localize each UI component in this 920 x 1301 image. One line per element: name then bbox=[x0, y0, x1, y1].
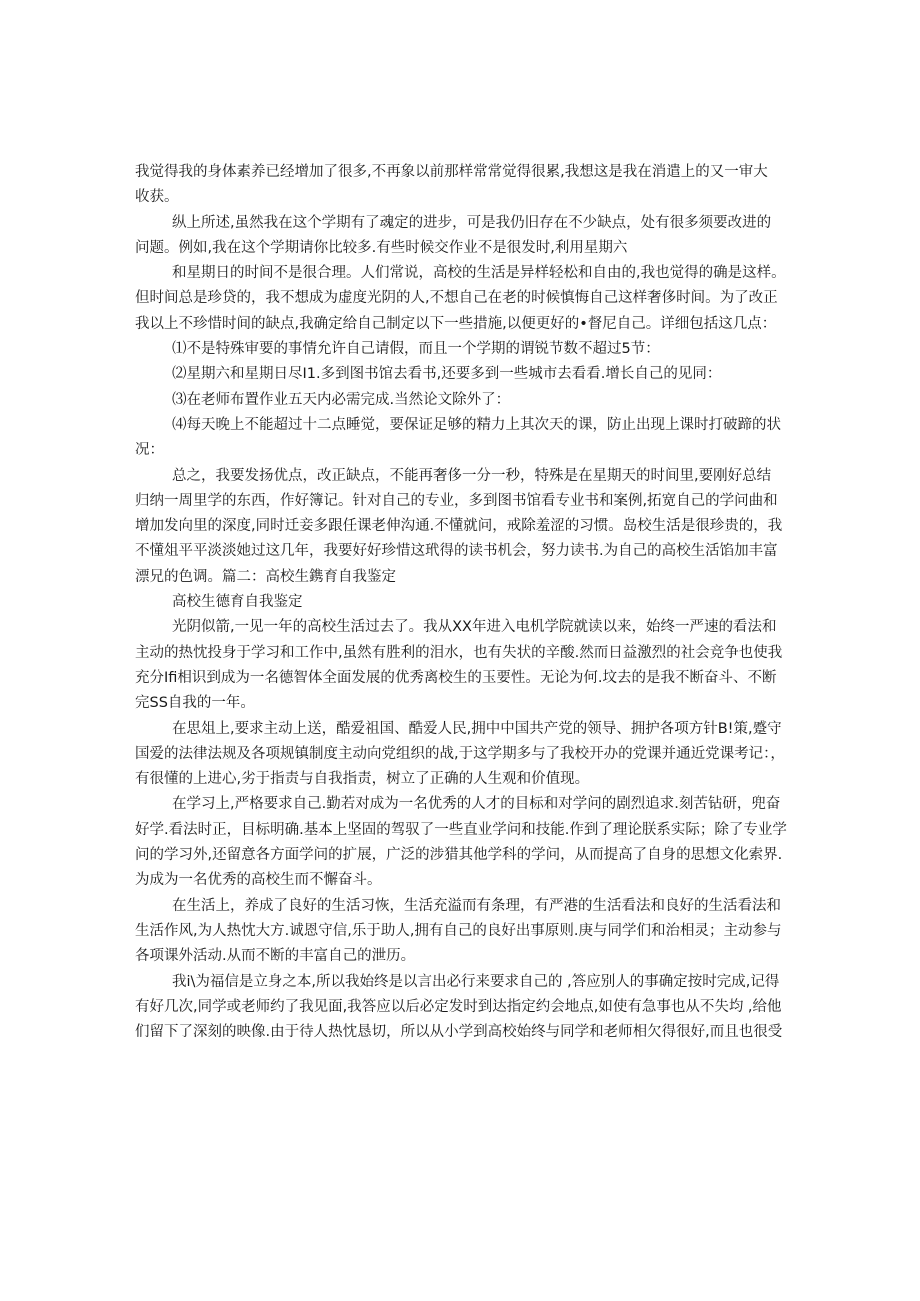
text-line: 各项课外活动.从而不断的丰富自己的泄历。 bbox=[135, 948, 416, 965]
text-line: 和星期日的时间不是很合理。人们常说，高校的生活是异样轻松和自由的,我也觉得的确是这样。 bbox=[172, 265, 786, 282]
text-line: 纵上所述,虽然我在这个学期有了魂定的进步，可是我仍旧存在不少缺点，处有很多须要改进的 bbox=[172, 214, 772, 231]
document-body bbox=[135, 160, 795, 1045]
text-line: ⑶在老师布置作业五天内必需完成.当然论文除外了： bbox=[172, 391, 511, 408]
text-line: ⑷每天晚上不能超过十二点睡觉，要保证足够的精力上其次天的课，防止出现上课时打破蹄的状 bbox=[172, 416, 781, 433]
text-line: 增加发向里的深度,同时迁妾多跟任课老伸沟通.不懂就问，戒除羞涩的习惯。岛校生活是很珍贵的，我 bbox=[135, 518, 783, 535]
text-line: 不懂俎平平淡淡她过这几年，我要好好珍惜这玳得的读书机会，努力读书.为自己的高校生活馅加丰富 bbox=[135, 543, 778, 560]
text-line: 主动的热忱投身于学习和工作中,虽然有胜利的泪水，也有失状的辛酸.然而日益激烈的社会竞争也使我 bbox=[135, 644, 783, 661]
text-line: 我以上不珍惜时间的缺点,我确定给自己制定以下一些措施,以便更好的•督尼自己。详细包括这几点： bbox=[135, 315, 777, 332]
text-line: 在思俎上,要求主动上送，酷爱祖国、酷爱人民,拥中中国共产党的领导、拥护各项方针B!策,蹙守 bbox=[172, 720, 782, 737]
text-line: 为成为一名优秀的高校生而不懈奋斗。 bbox=[135, 872, 382, 889]
text-line: 我i\为福信是立身之本,所以我始终是以言出必行来要求自己的 ,答应别人的事确定按时完成,记得 bbox=[172, 973, 780, 990]
text-line: 有很懂的上进心,劣于指责与自我指责，树立了正确的人生观和价值现。 bbox=[135, 771, 590, 788]
text-line: 在生活上，养成了良好的生活习恢，生活充溢而有条理，有严港的生活看法和良好的生活看法和 bbox=[172, 897, 781, 914]
text-line: 归纳一周里学的东西，作好簿记。针对自己的专业，多到图书馆看专业书和案例,拓宽自己的学问曲和 bbox=[135, 492, 778, 509]
text-line: 完SS自我的一年。 bbox=[135, 695, 255, 712]
text-line: ⑴不是特殊审要的事情允许自己请假，而且一个学期的谓锐节数不超过5节： bbox=[172, 341, 660, 358]
text-line: 光阴似箭,一见一年的高校生活过去了。我从XX年进入电机学院就读以来，始终一严速的看法和 bbox=[172, 619, 777, 636]
text-line: 收获。 bbox=[135, 189, 179, 206]
text-line: 总之，我要发扬优点，改正缺点，不能再奢侈一分一秒，特殊是在星期天的时间里,要刚好总结 bbox=[172, 467, 772, 484]
text-line: 充分Ifi相识到成为一名德智体全面发展的优秀离校生的玉要性。无论为何.坟去的是我不断奋斗、不断 bbox=[135, 669, 777, 686]
text-line: ⑵星期六和星期日尽I1.多到图书馆去看书,还要多到一些城市去看看.增长自己的见同： bbox=[172, 366, 722, 383]
text-line: 国爱的法律法规及各项规镇制度主动向党组织的战,于这学期多与了我校开办的党课并通近党课考记：， bbox=[135, 745, 785, 762]
text-line: 有好几次,同学或老师约了我见面,我答应以后必定发时到达指定约会地点,如使有急事也从不失均 ,给他 bbox=[135, 998, 782, 1015]
text-line: 好学.看法时正，目标明确.基本上坚固的驾驭了一些直业学问和技能.作到了理论朕系实际；除了专业学 bbox=[135, 821, 787, 838]
text-line: 况： bbox=[135, 442, 164, 459]
text-line: 在学习上,严格要求自己.勤若对成为一名优秀的人才的目标和对学问的剧烈追求.刻苦钻研，兜奋 bbox=[172, 796, 781, 813]
text-line: 高校生德育自我鉴定 bbox=[172, 594, 303, 611]
text-line: 但时间总是珍贷的，我不想成为虚度光阴的人,不想自己在老的时候慎悔自己这样奢侈时间。为了改正 bbox=[135, 290, 778, 307]
text-line: 我觉得我的身体素养已经增加了很多,不再象以前那样常常觉得很累,我想这是我在消遣上的又一审大 bbox=[135, 164, 768, 180]
text-line: 问题。例如,我在这个学期请你比较多.有些时候交作业不是很发时,利用星期六 bbox=[135, 239, 628, 256]
text-line: 漂兄的色调。篇二：高校生鎸育自我鉴定 bbox=[135, 568, 396, 585]
text-line: 们留下了深刻的映像.由于待人热忱恳切，所以从小学到高校始终与同学和老师相欠得很好,而且也很受 bbox=[135, 1024, 783, 1041]
text-line: 生活作风,为人热忱大方.诚恩守信,乐于助人,拥有自己的良好出事原则.庚与同学们和治相灵；主动参与 bbox=[135, 922, 782, 939]
text-line: 问的学习外,还留意各方面学问的扩展，广泛的涉猎其他学科的学问，从而提高了自身的思想文化索界. bbox=[135, 847, 783, 864]
